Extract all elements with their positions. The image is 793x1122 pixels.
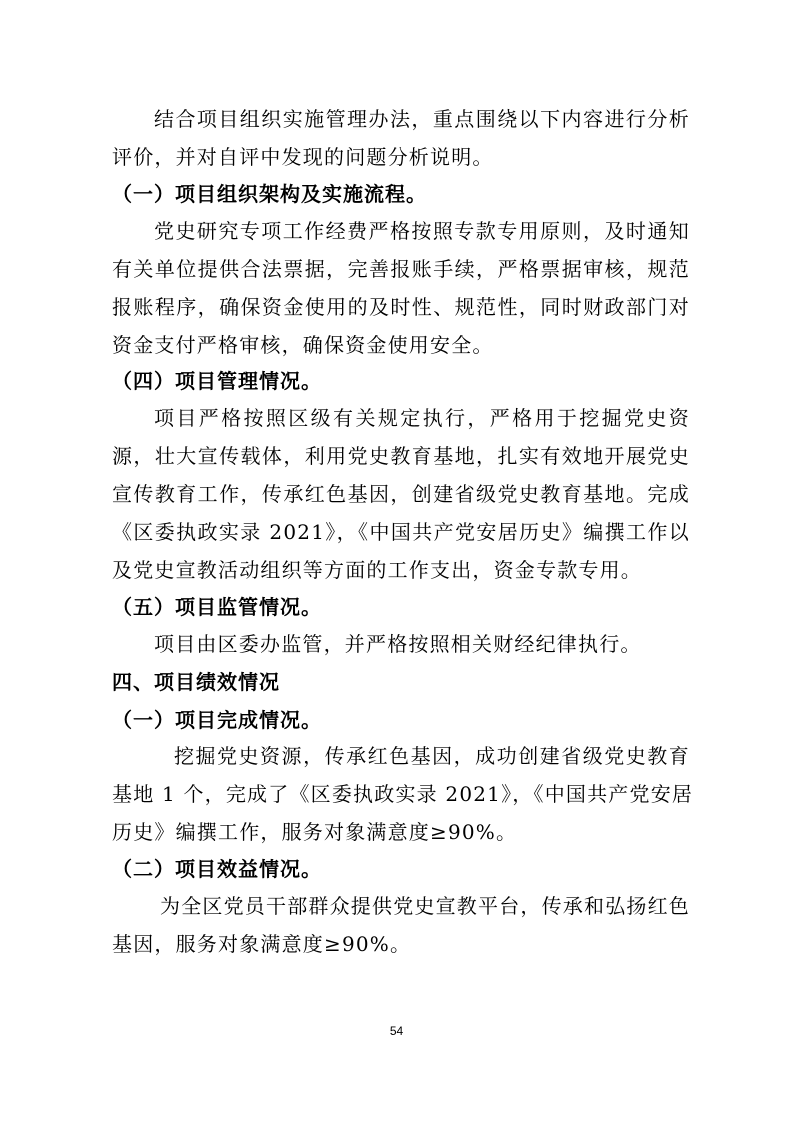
section-heading: （一）项目组织架构及实施流程。 [112, 182, 427, 206]
paragraph-line: 源，壮大宣传载体，利用党史教育基地，扎实有效地开展党史 [112, 444, 690, 468]
paragraph-line: 结合项目组织实施管理办法，重点围绕以下内容进行分析 [154, 107, 690, 131]
paragraph-line: 基地 1 个，完成了《区委执政实录 2021》，《中国共产党安居 [112, 782, 694, 806]
paragraph-line: 资金支付严格审核，确保资金使用安全。 [112, 333, 494, 357]
paragraph-line: 评价，并对自评中发现的问题分析说明。 [112, 145, 494, 169]
section-heading: （二）项目效益情况。 [112, 857, 322, 881]
paragraph-line: 历史》编撰工作，服务对象满意度≥90%。 [112, 820, 518, 844]
paragraph-line: 有关单位提供合法票据，完善报账手续，严格票据审核，规范 [112, 257, 690, 281]
paragraph-line: 项目由区委办监管，并严格按照相关财经纪律执行。 [154, 632, 642, 656]
paragraph-line: 为全区党员干部群众提供党史宣教平台，传承和弘扬红色 [160, 894, 690, 918]
paragraph-line: 项目严格按照区级有关规定执行，严格用于挖掘党史资 [154, 406, 690, 430]
paragraph-line: 《区委执政实录 2021》，《中国共产党安居历史》编撰工作以 [112, 520, 690, 544]
paragraph-line: 挖掘党史资源，传承红色基因，成功创建省级党史教育 [174, 744, 690, 768]
paragraph-line: 报账程序，确保资金使用的及时性、规范性，同时财政部门对 [112, 295, 690, 319]
paragraph-line: 宣传教育工作，传承红色基因，创建省级党史教育基地。完成 [112, 482, 690, 506]
section-heading: （五）项目监管情况。 [112, 595, 322, 619]
section-heading: （四）项目管理情况。 [112, 369, 322, 393]
paragraph-line: 及党史宣教活动组织等方面的工作支出，资金专款专用。 [112, 558, 642, 582]
section-heading: （一）项目完成情况。 [112, 708, 322, 732]
chapter-heading: 四、项目绩效情况 [112, 670, 280, 694]
paragraph-line: 党史研究专项工作经费严格按照专款专用原则，及时通知 [154, 219, 690, 243]
paragraph-line: 基因，服务对象满意度≥90%。 [112, 932, 412, 956]
page-number: 54 [389, 1024, 404, 1038]
